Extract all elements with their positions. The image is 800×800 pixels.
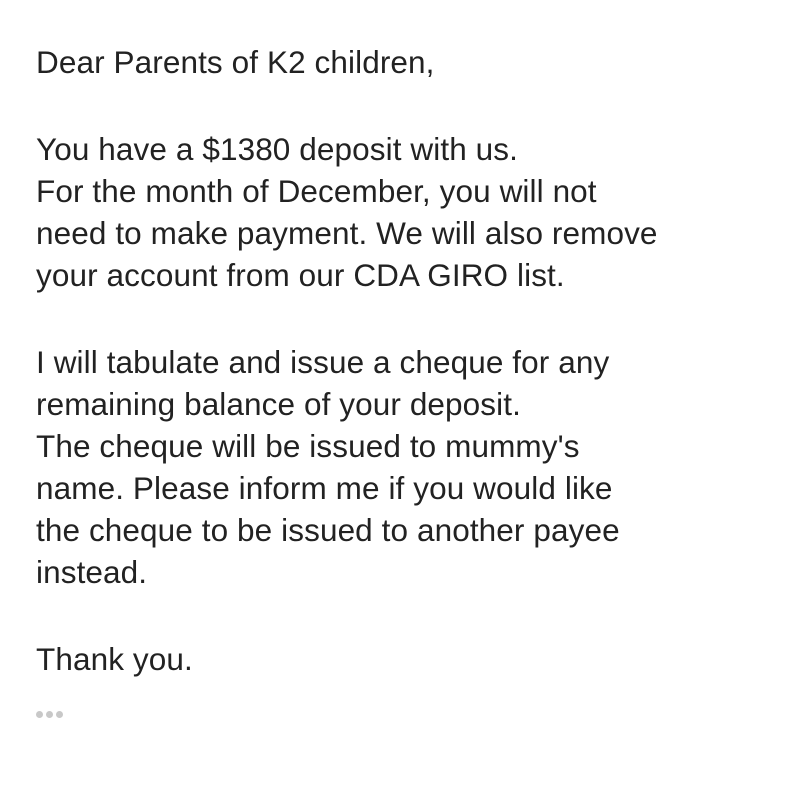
ellipsis-dot: [46, 711, 53, 718]
paragraph2-line-2: remaining balance of your deposit.: [36, 386, 521, 422]
paragraph1-line-3: need to make payment. We will also remove: [36, 215, 658, 251]
paragraph1-line-4: your account from our CDA GIRO list.: [36, 257, 565, 293]
paragraph2-line-4: name. Please inform me if you would like: [36, 470, 613, 506]
closing-line: Thank you.: [36, 641, 193, 677]
ellipsis-icon[interactable]: [36, 711, 63, 718]
paragraph2-line-5: the cheque to be issued to another payee: [36, 512, 620, 548]
paragraph2-line-1: I will tabulate and issue a cheque for any: [36, 344, 610, 380]
paragraph1-line-2: For the month of December, you will not: [36, 173, 597, 209]
paragraph1-line-1: You have a $1380 deposit with us.: [36, 131, 518, 167]
paragraph2-line-3: The cheque will be issued to mummy's: [36, 428, 580, 464]
ellipsis-dot: [56, 711, 63, 718]
ellipsis-dot: [36, 711, 43, 718]
greeting-line: Dear Parents of K2 children,: [36, 44, 435, 80]
paragraph2-line-6: instead.: [36, 554, 148, 590]
